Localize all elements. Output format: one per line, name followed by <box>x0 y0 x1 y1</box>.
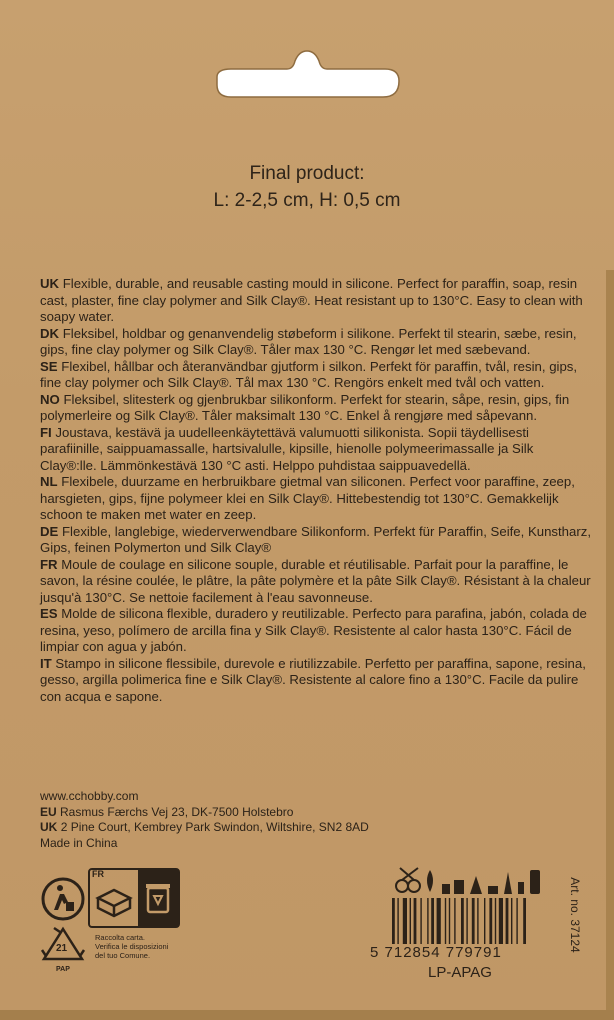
hang-hole <box>207 47 407 99</box>
description-nl: NL Flexibele, duurzame en herbruikbare gietmal van siliconen. Perfect voor paraffine, zeep, harsgieten, gips, fijne polymeer klei en Silk Clay®. Hittebestendig tot 130°C. Gemakkelijk schoon te maken met water en zeep. <box>40 474 575 522</box>
description-fi: FI Joustava, kestävä ja uudelleenkäytettävä valumuotti silikonista. Sopii täydellisesti parafiinille, saippuamassalle, hartsivalulle, kipsille, hienolle polymeerimassalle ja Silk Clay®:lle. Lämmönkestävä 130 °C asti. Helppo puhdistaa saippuavedellä. <box>40 424 534 473</box>
recycling-note: Raccolta carta. Verifica le disposizioni del tuo Comune. <box>95 933 169 960</box>
description-de: DE Flexible, langlebige, wiederverwendbare Silikonform. Perfekt für Paraffin, Seife, Kunstharz, Gips, feinen Polymerton und Silk Clay® <box>40 523 591 555</box>
description-it: IT Stampo in silicone flessibile, durevole e riutilizzabile. Perfetto per paraffina, sapone, resina, gesso, argilla polimerica fine e Silk Clay®. Resistente al calore fino a 130°C. Facile da pulire con acqua e sapone. <box>40 655 586 704</box>
pap-number: 21 <box>56 943 68 954</box>
contact-block <box>40 789 440 851</box>
made-in: Made in China <box>40 835 118 850</box>
pap-label: PAP <box>56 966 70 973</box>
barcode <box>388 868 546 948</box>
description-no: NO Fleksibel, slitesterk og gjenbrukbar silikonform. Perfekt for stearin, såpe, resin, gips, fin polymerleire og Silk Clay®. Tåler maksimalt 130 °C. Enkel å rengjøre med såpevann. <box>40 391 570 423</box>
description-se: SE Flexibel, hållbar och återanvändbar gjutform i silkon. Perfekt för paraffin, tvål, resin, gips, fine clay polymer och Silk Clay®. Tål max 130 °C. Rengörs enkelt med tvål och vatten. <box>40 358 578 390</box>
fr-label: FR <box>92 869 104 879</box>
description-fr: FR Moule de coulage en silicone souple, durable et réutilisable. Parfait pour la paraffine, le savon, la résine coulée, le plâtre, la pâte polymère et la pâte Silk Clay®. Résistant à la chaleur jusqu'à 130°C. Se nettoie facilement à l'eau savonneuse. <box>40 556 591 605</box>
description-uk: UK Flexible, durable, and reusable casting mould in silicone. Perfect for paraffin, soap, resin cast, plaster, fine clay polymer and Silk Clay®. Heat resistant up to 130°C. Easy to clean with soapy water. <box>40 276 583 324</box>
box-icon <box>94 884 134 918</box>
fr-triman-box <box>88 868 180 928</box>
final-product-title: Final product: <box>249 163 365 184</box>
tidyman-icon <box>40 876 86 922</box>
barcode-number: 5 712854 779791 <box>370 944 502 961</box>
variant-code: LP-APAG <box>428 964 492 981</box>
final-product-dimensions: L: 2-2,5 cm, H: 0,5 cm <box>213 190 401 211</box>
card-right-edge <box>606 270 614 1020</box>
card-bottom-edge <box>0 1010 614 1020</box>
uk-address: UK 2 Pine Court, Kembrey Park Swindon, Wiltshire, SN2 8AD <box>40 820 369 834</box>
website: www.cchobby.com <box>40 789 139 803</box>
description-es: ES Molde de silicona flexible, duradero y reutilizable. Perfecto para parafina, jabón, colada de resina, yeso, polímero de arcilla fina y Silk Clay®. Resistente al calor hasta 130°C. Fácil de limpiar con agua y jabón. <box>40 606 587 654</box>
descriptions-block <box>40 276 592 705</box>
eu-address: EU Rasmus Færchs Vej 23, DK-7500 Holstebro <box>40 804 294 819</box>
recycle-bin-icon <box>144 882 172 914</box>
article-number: Art. no. 37124 <box>568 877 582 953</box>
description-dk: DK Fleksibel, holdbar og genanvendelig støbeform i silikone. Perfekt til stearin, sæbe, resin, gips, fine clay polymer og Silk Clay®. Tåler max 130 °C. Rengør let med sæbevand. <box>40 325 577 357</box>
